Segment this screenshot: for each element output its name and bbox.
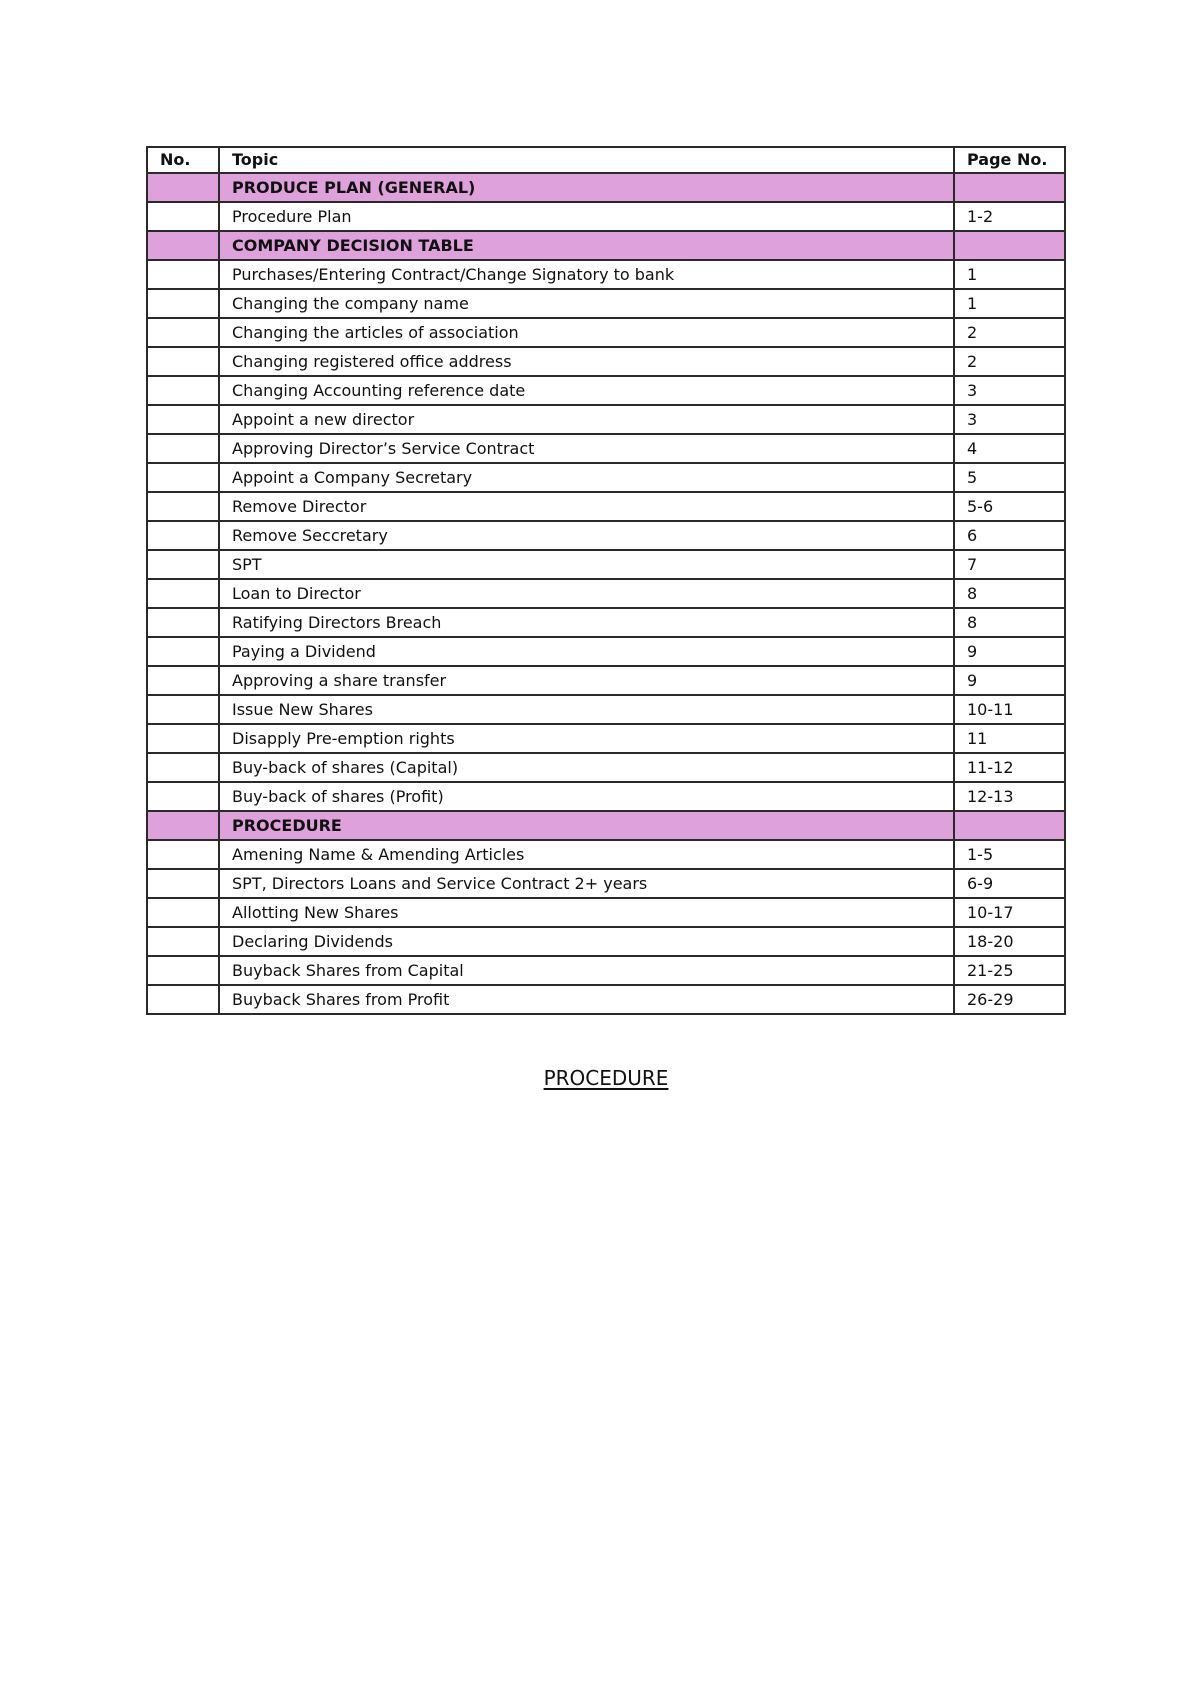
table-row [147, 753, 1065, 782]
cell-no [147, 492, 219, 521]
cell-topic: PRODUCE PLAN (GENERAL) [219, 173, 954, 202]
table-row [147, 405, 1065, 434]
table-row [147, 695, 1065, 724]
cell-topic: Buy-back of shares (Capital) [219, 753, 954, 782]
cell-topic: SPT, Directors Loans and Service Contract 2+ years [219, 869, 954, 898]
cell-page-no: 1-5 [954, 840, 1065, 869]
table-row [147, 376, 1065, 405]
cell-topic: Changing registered office address [219, 347, 954, 376]
cell-no [147, 927, 219, 956]
cell-no [147, 173, 219, 202]
cell-no [147, 666, 219, 695]
cell-page-no: 2 [954, 318, 1065, 347]
cell-no [147, 463, 219, 492]
section-row [147, 173, 1065, 202]
cell-no [147, 579, 219, 608]
contents-table [146, 146, 1066, 1015]
cell-no [147, 521, 219, 550]
table-header-row [147, 147, 1065, 173]
cell-page-no: 11-12 [954, 753, 1065, 782]
table-row [147, 724, 1065, 753]
cell-page-no: 2 [954, 347, 1065, 376]
table-body [147, 173, 1065, 1014]
cell-page-no: 9 [954, 666, 1065, 695]
cell-no [147, 347, 219, 376]
cell-page-no: 10-17 [954, 898, 1065, 927]
cell-topic: Buyback Shares from Profit [219, 985, 954, 1014]
table-row [147, 869, 1065, 898]
cell-page-no: 1 [954, 260, 1065, 289]
cell-page-no [954, 811, 1065, 840]
table-row [147, 579, 1065, 608]
table-row [147, 318, 1065, 347]
cell-topic: Buyback Shares from Capital [219, 956, 954, 985]
cell-topic: Procedure Plan [219, 202, 954, 231]
cell-page-no: 4 [954, 434, 1065, 463]
cell-topic: Allotting New Shares [219, 898, 954, 927]
cell-page-no [954, 173, 1065, 202]
cell-topic: Amening Name & Amending Articles [219, 840, 954, 869]
cell-no [147, 782, 219, 811]
cell-page-no: 3 [954, 405, 1065, 434]
table-row [147, 985, 1065, 1014]
cell-no [147, 840, 219, 869]
cell-topic: Appoint a new director [219, 405, 954, 434]
header-topic: Topic [219, 147, 954, 173]
cell-page-no: 1 [954, 289, 1065, 318]
cell-page-no: 7 [954, 550, 1065, 579]
cell-page-no: 9 [954, 637, 1065, 666]
cell-page-no: 18-20 [954, 927, 1065, 956]
cell-no [147, 289, 219, 318]
cell-no [147, 202, 219, 231]
table-row [147, 521, 1065, 550]
cell-topic: Changing Accounting reference date [219, 376, 954, 405]
cell-topic: Changing the company name [219, 289, 954, 318]
cell-no [147, 637, 219, 666]
table-row [147, 463, 1065, 492]
cell-topic: Loan to Director [219, 579, 954, 608]
cell-no [147, 898, 219, 927]
table-row [147, 434, 1065, 463]
section-row [147, 231, 1065, 260]
table-row [147, 782, 1065, 811]
cell-topic: Approving a share transfer [219, 666, 954, 695]
table-row [147, 202, 1065, 231]
cell-topic: Paying a Dividend [219, 637, 954, 666]
cell-no [147, 985, 219, 1014]
cell-no [147, 231, 219, 260]
header-no: No. [147, 147, 219, 173]
cell-topic: COMPANY DECISION TABLE [219, 231, 954, 260]
cell-topic: Issue New Shares [219, 695, 954, 724]
cell-topic: Changing the articles of association [219, 318, 954, 347]
cell-topic: Declaring Dividends [219, 927, 954, 956]
table-row [147, 898, 1065, 927]
cell-page-no: 10-11 [954, 695, 1065, 724]
cell-topic: Purchases/Entering Contract/Change Signatory to bank [219, 260, 954, 289]
cell-no [147, 376, 219, 405]
cell-page-no: 8 [954, 579, 1065, 608]
cell-topic: Remove Seccretary [219, 521, 954, 550]
section-row [147, 811, 1065, 840]
cell-page-no: 5 [954, 463, 1065, 492]
cell-page-no: 12-13 [954, 782, 1065, 811]
cell-topic: SPT [219, 550, 954, 579]
table-row [147, 347, 1065, 376]
table-row [147, 492, 1065, 521]
cell-no [147, 608, 219, 637]
cell-topic: Buy-back of shares (Profit) [219, 782, 954, 811]
cell-page-no: 21-25 [954, 956, 1065, 985]
cell-no [147, 318, 219, 347]
procedure-heading: PROCEDURE [543, 1066, 669, 1090]
table-row [147, 840, 1065, 869]
table-row [147, 956, 1065, 985]
cell-page-no: 3 [954, 376, 1065, 405]
cell-no [147, 695, 219, 724]
cell-page-no: 26-29 [954, 985, 1065, 1014]
table-row [147, 637, 1065, 666]
table-row [147, 927, 1065, 956]
cell-page-no: 1-2 [954, 202, 1065, 231]
cell-no [147, 724, 219, 753]
table-row [147, 666, 1065, 695]
cell-topic: PROCEDURE [219, 811, 954, 840]
cell-topic: Approving Director’s Service Contract [219, 434, 954, 463]
table-row [147, 608, 1065, 637]
cell-topic: Appoint a Company Secretary [219, 463, 954, 492]
cell-no [147, 550, 219, 579]
cell-page-no [954, 231, 1065, 260]
cell-topic: Disapply Pre-emption rights [219, 724, 954, 753]
cell-page-no: 5-6 [954, 492, 1065, 521]
cell-topic: Remove Director [219, 492, 954, 521]
cell-no [147, 869, 219, 898]
table-row [147, 550, 1065, 579]
header-page-no: Page No. [954, 147, 1065, 173]
cell-page-no: 8 [954, 608, 1065, 637]
cell-no [147, 405, 219, 434]
cell-page-no: 6 [954, 521, 1065, 550]
cell-page-no: 6-9 [954, 869, 1065, 898]
cell-no [147, 260, 219, 289]
cell-page-no: 11 [954, 724, 1065, 753]
cell-no [147, 753, 219, 782]
cell-no [147, 956, 219, 985]
table-row [147, 260, 1065, 289]
cell-no [147, 811, 219, 840]
cell-no [147, 434, 219, 463]
table-row [147, 289, 1065, 318]
cell-topic: Ratifying Directors Breach [219, 608, 954, 637]
